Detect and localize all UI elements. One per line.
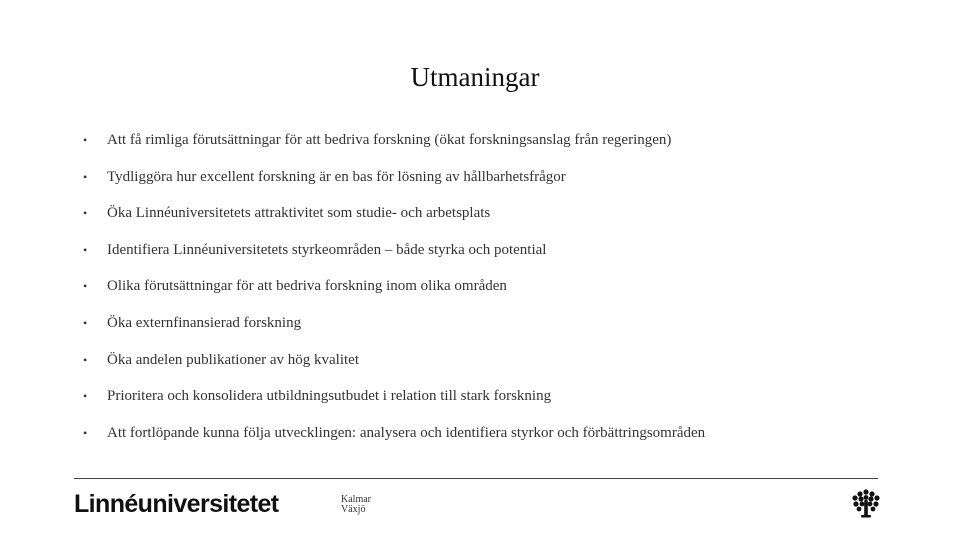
- bullet-icon: •: [83, 279, 88, 294]
- bullet-text: Att fortlöpande kunna följa utvecklingen: analysera och identifiera styrkor och förbättringsområden: [107, 424, 706, 441]
- bullet-text: Tydliggöra hur excellent forskning är en bas för lösning av hållbarhetsfrågor: [107, 168, 566, 185]
- bullet-item: [80, 425, 920, 462]
- bullet-item: [80, 352, 920, 389]
- bullet-text: Olika förutsättningar för att bedriva forskning inom olika områden: [107, 278, 507, 295]
- bullet-icon: •: [83, 242, 88, 257]
- logo-places: [341, 495, 371, 515]
- bullet-item: [80, 242, 920, 279]
- bullet-text: Öka Linnéuniversitetets attraktivitet som studie- och arbetsplats: [107, 205, 491, 222]
- bullet-item: [80, 132, 920, 169]
- place-vaxjo: Växjö: [341, 504, 366, 515]
- bullet-icon: •: [83, 389, 88, 404]
- bullet-icon: •: [83, 425, 88, 440]
- bullet-icon: •: [83, 352, 88, 367]
- bullet-list: [80, 132, 920, 461]
- footer-divider: [74, 478, 878, 479]
- bullet-item: [80, 169, 920, 206]
- bullet-text: Att få rimliga förutsättningar för att bedriva forskning (ökat forskningsanslag från regeringen): [107, 132, 672, 148]
- bullet-text: Prioritera och konsolidera utbildningsutbudet i relation till stark forskning: [107, 388, 552, 405]
- bullet-item: [80, 278, 920, 315]
- bullet-icon: •: [83, 133, 88, 147]
- bullet-item: [80, 315, 920, 352]
- slide-title: Utmaningar: [410, 62, 540, 92]
- bullet-text: Identifiera Linnéuniversitetets styrkeområden – både styrka och potential: [107, 241, 547, 258]
- bullet-icon: •: [83, 206, 88, 221]
- tree-icon: [850, 488, 882, 518]
- bullet-icon: •: [83, 169, 88, 184]
- bullet-text: Öka externfinansierad forskning: [107, 314, 302, 331]
- bullet-icon: •: [83, 315, 88, 330]
- bullet-item: [80, 388, 920, 425]
- bullet-item: [80, 205, 920, 242]
- place-kalmar: Kalmar: [341, 494, 371, 505]
- university-logo-text: Linnéuniversitetet: [74, 490, 279, 518]
- bullet-text: Öka andelen publikationer av hög kvalitet: [107, 351, 360, 368]
